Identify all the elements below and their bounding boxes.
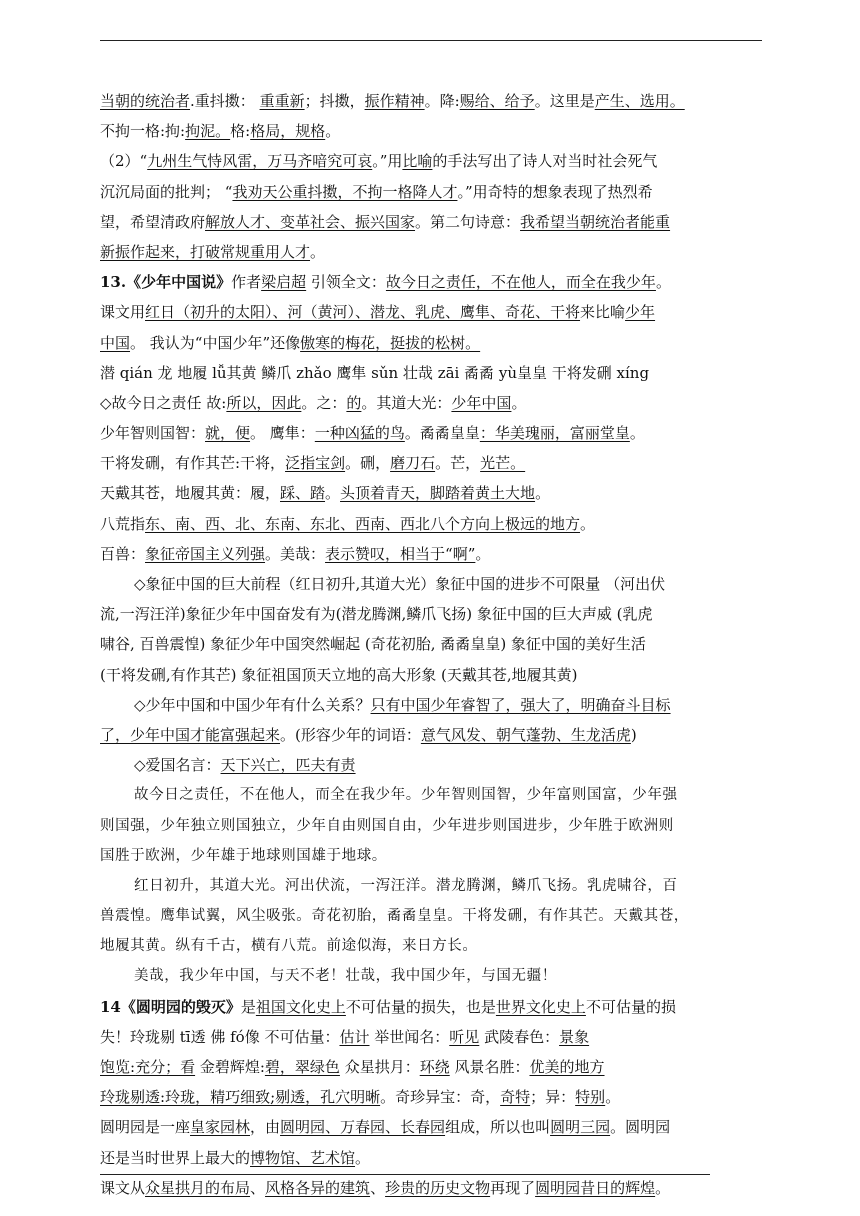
text-line [100,328,762,358]
underlined-answer: 优美的地方 [529,1058,605,1076]
underlined-answer: 泛指宝剑 [285,454,346,473]
text-segment: 。第二句诗意： [415,212,521,231]
text-segment: 。”用 [372,152,403,171]
underlined-answer: 新振作起来，打破常规重用人才 [100,242,311,261]
text-segment: 八荒指 [100,514,146,533]
text-segment: 。之： [301,393,347,412]
underlined-answer: 光芒。 [480,454,526,473]
underlined-answer: 就，便 [205,424,251,443]
underlined-answer: 所以，因此 [226,393,302,412]
text-line [100,660,762,690]
text-line [100,931,762,961]
text-line [100,690,762,720]
text-segment: 金碧辉煌: [195,1058,265,1076]
text-line [100,237,762,267]
text-segment: 望，希望清政府 [100,212,206,231]
text-segment: 。 [580,514,596,533]
text-line [100,599,762,629]
text-line [100,358,762,388]
underlined-answer: 皇家园林 [190,1118,251,1137]
text-line [100,1173,762,1203]
text-segment: 众星拱月： [339,1058,420,1076]
text-segment: ◇故今日之责任 故: [100,393,227,412]
underlined-answer: 赐给、给予 [459,92,535,110]
underlined-answer: 东、南、西、北、东南、东北、西南、西北八个方向上极远的地方 [145,514,581,533]
text-line [100,841,762,871]
underlined-answer: 天下兴亡，匹夫有责 [220,756,356,775]
text-line [100,539,762,569]
underlined-answer: 圆明园昔日的辉煌 [535,1178,656,1197]
underlined-answer: 祖国文化史上 [255,997,346,1016]
text-segment: 。 [535,484,551,503]
text-line [100,146,762,176]
text-segment: 啸谷, 百兽震惶) 象征少年中国突然崛起 (奇花初胎, 矞矞皇皇) 象征中国的美好生活 [100,635,646,654]
text-segment: 。 [655,1178,671,1197]
text-segment: 课文从 [100,1178,146,1197]
text-line [100,448,762,478]
text-segment: 兽震惶。鹰隼试翼，风尘吸张。奇花初胎，矞矞皇皇。干将发硎，有作其芒。天戴其苍， [100,908,689,925]
text-segment: 。美哉： [265,544,326,563]
underlined-answer: 环绕 [419,1058,450,1076]
text-segment: (干将发硎,有作其芒) 象征祖国顶天立地的高大形象 (天戴其苍,地履其黄) [100,665,578,684]
text-segment: 。 [629,424,645,443]
underlined-answer: 我希望当朝统治者能重 [520,212,671,231]
text-line [100,86,762,116]
underlined-answer: 特别 [575,1088,606,1107]
text-segment: 则国强，少年独立则国独立，少年自由则国自由，少年进步则国进步，少年胜于欧洲则 [100,817,674,834]
text-segment: 作者 [231,273,262,292]
underlined-answer: 故今日之责任，不在他人，而全在我少年 [385,273,656,292]
underlined-answer: 听见 [449,1027,480,1046]
text-segment: 。奇珍异宝：奇， [380,1088,501,1107]
underlined-answer: 磨刀石 [390,454,436,473]
underlined-answer: 重重新 [259,92,305,110]
text-segment: 。 [325,122,341,141]
underlined-answer: 我劝天公重抖擞，不拘一格降人才 [232,182,458,201]
underlined-answer: 众星拱月的布局 [145,1178,251,1197]
text-segment: 。 [325,484,341,503]
underlined-answer: 珍贵的历史文物 [385,1178,491,1197]
text-segment: 举世闻名： [369,1027,450,1046]
text-segment: 干将发硎，有作其芒:干将， [100,454,286,473]
underlined-answer: 意气风发、朝气蓬勃、生龙活虎 [420,725,631,744]
underlined-answer: 梁启超 [261,273,307,292]
underlined-answer: 当朝的统治者 [100,92,191,110]
text-segment: 不可估量的损失，也是 [345,997,496,1016]
text-segment: .重抖擞： [190,92,260,110]
text-segment: 圆明园是一座 [100,1118,191,1137]
text-segment: 。矞矞皇皇 [404,424,480,443]
text-line [100,1112,762,1142]
text-line [100,901,762,931]
text-line [100,1052,762,1082]
text-line [100,720,762,750]
text-segment: 红日初升，其道大光。河出伏流，一泻汪洋。潜龙腾渊，鳞爪飞扬。乳虎啸谷，百 [134,877,678,894]
text-line [100,116,762,146]
text-line [100,478,762,508]
text-segment: 潜 qián 龙 地履 lǚ其黄 鳞爪 zhǎo 鹰隼 sǔn 壮哉 zāi 矞矞 yù皇皇 干将发硎 xíng [100,363,650,382]
underlined-answer: 圆明园、万春园、长春园 [280,1118,446,1137]
text-segment: 。 鹰隼： [250,424,315,443]
text-segment: 组成，所以也叫 [445,1118,551,1137]
underlined-answer: 振作精神 [364,92,425,110]
text-segment: 。 [655,273,671,292]
text-segment: 。圆明园 [610,1118,671,1137]
text-segment: ；抖擞， [304,92,365,110]
underlined-answer: 表示赞叹，相当于“啊” [325,544,476,563]
text-segment: 课文用 [100,303,146,322]
underlined-answer: 少年 [625,303,656,322]
text-segment: 。芒， [435,454,481,473]
text-segment: 不可估量的损 [585,997,676,1016]
text-segment: 沉沉局面的批判； “ [100,182,233,201]
underlined-answer: 解放人才、变革社会、振兴国家 [205,212,416,231]
footer-rule [100,1174,710,1175]
underlined-answer: 玲珑剔透 [100,1088,161,1107]
header-rule [100,40,762,41]
text-segment: 格: [230,122,251,141]
text-segment: 地履其黄。纵有千古，横有八荒。前途似海，来日方长。 [100,938,478,955]
text-line [100,750,762,780]
text-segment: 来比喻 [580,303,626,322]
text-segment: ◇少年中国和中国少年有什么关系？ [134,695,371,714]
text-segment: ，由 [250,1118,281,1137]
text-segment: 。”用奇特的想象表现了热烈希 [457,182,653,201]
underlined-answer: 饱览: [100,1058,136,1076]
text-segment: 失！玲珑剔 tī透 佛 fó像 不可估量： [100,1027,340,1046]
underlined-answer: :玲珑，精巧细致;剔透，孔穴明晰 [160,1088,381,1107]
text-line [100,629,762,659]
text-line [100,871,762,901]
underlined-answer: 的 [346,393,362,412]
underlined-answer: 九州生气恃风雷，万马齐喑究可哀 [147,152,373,171]
text-segment: 。降: [424,92,460,110]
text-segment: 是 [240,997,256,1016]
section-heading: 13.《少年中国说》 [100,273,232,292]
text-segment: 还是当时世界上最大的 [100,1148,251,1167]
text-segment: 。 [475,544,491,563]
text-line [100,388,762,418]
document-body [100,86,762,1203]
underlined-answer: 中国 [100,333,131,352]
text-segment: 。其道大光： [361,393,452,412]
text-segment: 美哉，我少年中国，与天不老！壮哉，我中国少年，与国无疆！ [134,968,557,985]
underlined-answer: 风格各异的建筑 [265,1178,371,1197]
underlined-answer: 世界文化史上 [495,997,586,1016]
underlined-answer: 少年中国 [451,393,512,412]
text-line [100,811,762,841]
underlined-answer: 拘泥。 [185,122,231,141]
text-segment: 天戴其苍，地履其黄：履， [100,484,281,503]
underlined-answer: 产生、选用。 [594,92,685,110]
text-segment: 引领全文： [306,273,386,292]
text-segment: 、 [250,1178,266,1197]
underlined-answer: 碧，翠绿色 [264,1058,340,1076]
text-line [100,509,762,539]
underlined-answer: 象征帝国主义列强 [145,544,266,563]
underlined-answer: 比喻 [402,152,433,171]
text-segment: 百兽： [100,544,146,563]
text-segment: 。 [511,393,527,412]
text-segment: 的手法写出了诗人对当时社会死气 [432,152,658,171]
text-segment: 国胜于欧洲，少年雄于地球则国雄于地球。 [100,847,387,864]
text-segment: 流,一泻汪洋)象征少年中国奋发有为(潜龙腾渊,鳞爪飞扬) 象征中国的巨大声威 (乳虎 [100,605,653,624]
text-segment: 。 我认为“中国少年”还像 [130,333,301,352]
text-segment: 风景名胜： [449,1058,530,1076]
text-segment: 少年智则国智： [100,424,206,443]
text-segment: 。 [310,242,326,261]
text-line [100,418,762,448]
underlined-answer: 红日（初升的太阳）、河（黄河）、潜龙、乳虎、鹰隼、奇花、干将 [145,303,581,322]
text-segment: 、 [370,1178,386,1197]
underlined-answer: 奇特 [500,1088,531,1107]
text-segment: ◇爱国名言： [134,756,221,775]
text-line [100,1082,762,1112]
text-line [100,297,762,327]
text-line [100,177,762,207]
underlined-answer: 格局，规格 [250,122,326,141]
text-segment: 武陵春色： [479,1027,560,1046]
text-segment: 。 [355,1148,371,1167]
text-line [100,1022,762,1052]
text-segment: ；异： [530,1088,576,1107]
text-segment: 故今日之责任，不在他人，而全在我少年。少年智则国智，少年富则国富，少年强 [134,787,678,804]
underlined-answer: 只有中国少年睿智了，强大了，明确奋斗目标 [370,695,671,714]
underlined-answer: 了，少年中国才能富强起来 [100,725,281,744]
underlined-answer: 景象 [559,1027,590,1046]
text-segment: 。 [605,1088,621,1107]
text-line [100,569,762,599]
underlined-answer: 充分；看 [135,1058,196,1076]
underlined-answer: 头顶着青天，脚踏着黄土大地 [340,484,536,503]
text-segment: （2）“ [100,152,148,171]
text-segment: 。这里是 [534,92,595,110]
text-line [100,961,762,991]
text-line [100,780,762,810]
underlined-answer: 一种凶猛的鸟 [314,424,405,443]
text-line [100,267,762,297]
text-line [100,992,762,1022]
text-segment: 。(形容少年的词语： [280,725,421,744]
text-segment: 再现了 [490,1178,536,1197]
text-segment: 。硎， [345,454,391,473]
text-segment: ) [630,725,637,744]
text-line [100,207,762,237]
underlined-answer: 博物馆、艺术馆 [250,1148,356,1167]
underlined-answer: 估计 [339,1027,370,1046]
section-heading: 14《圆明园的毁灭》 [100,997,241,1016]
text-segment: 不拘一格:拘: [100,122,186,141]
text-segment: ◇象征中国的巨大前程（红日初升,其道大光）象征中国的进步不可限量 （河出伏 [134,575,666,593]
underlined-answer: ：华美瑰丽，富丽堂皇 [479,424,630,443]
underlined-answer: 踩、踏 [280,484,326,503]
text-line [100,1143,762,1173]
underlined-answer: 傲寒的梅花，挺拔的松树。 [300,333,481,352]
underlined-answer: 圆明三园 [550,1118,611,1137]
